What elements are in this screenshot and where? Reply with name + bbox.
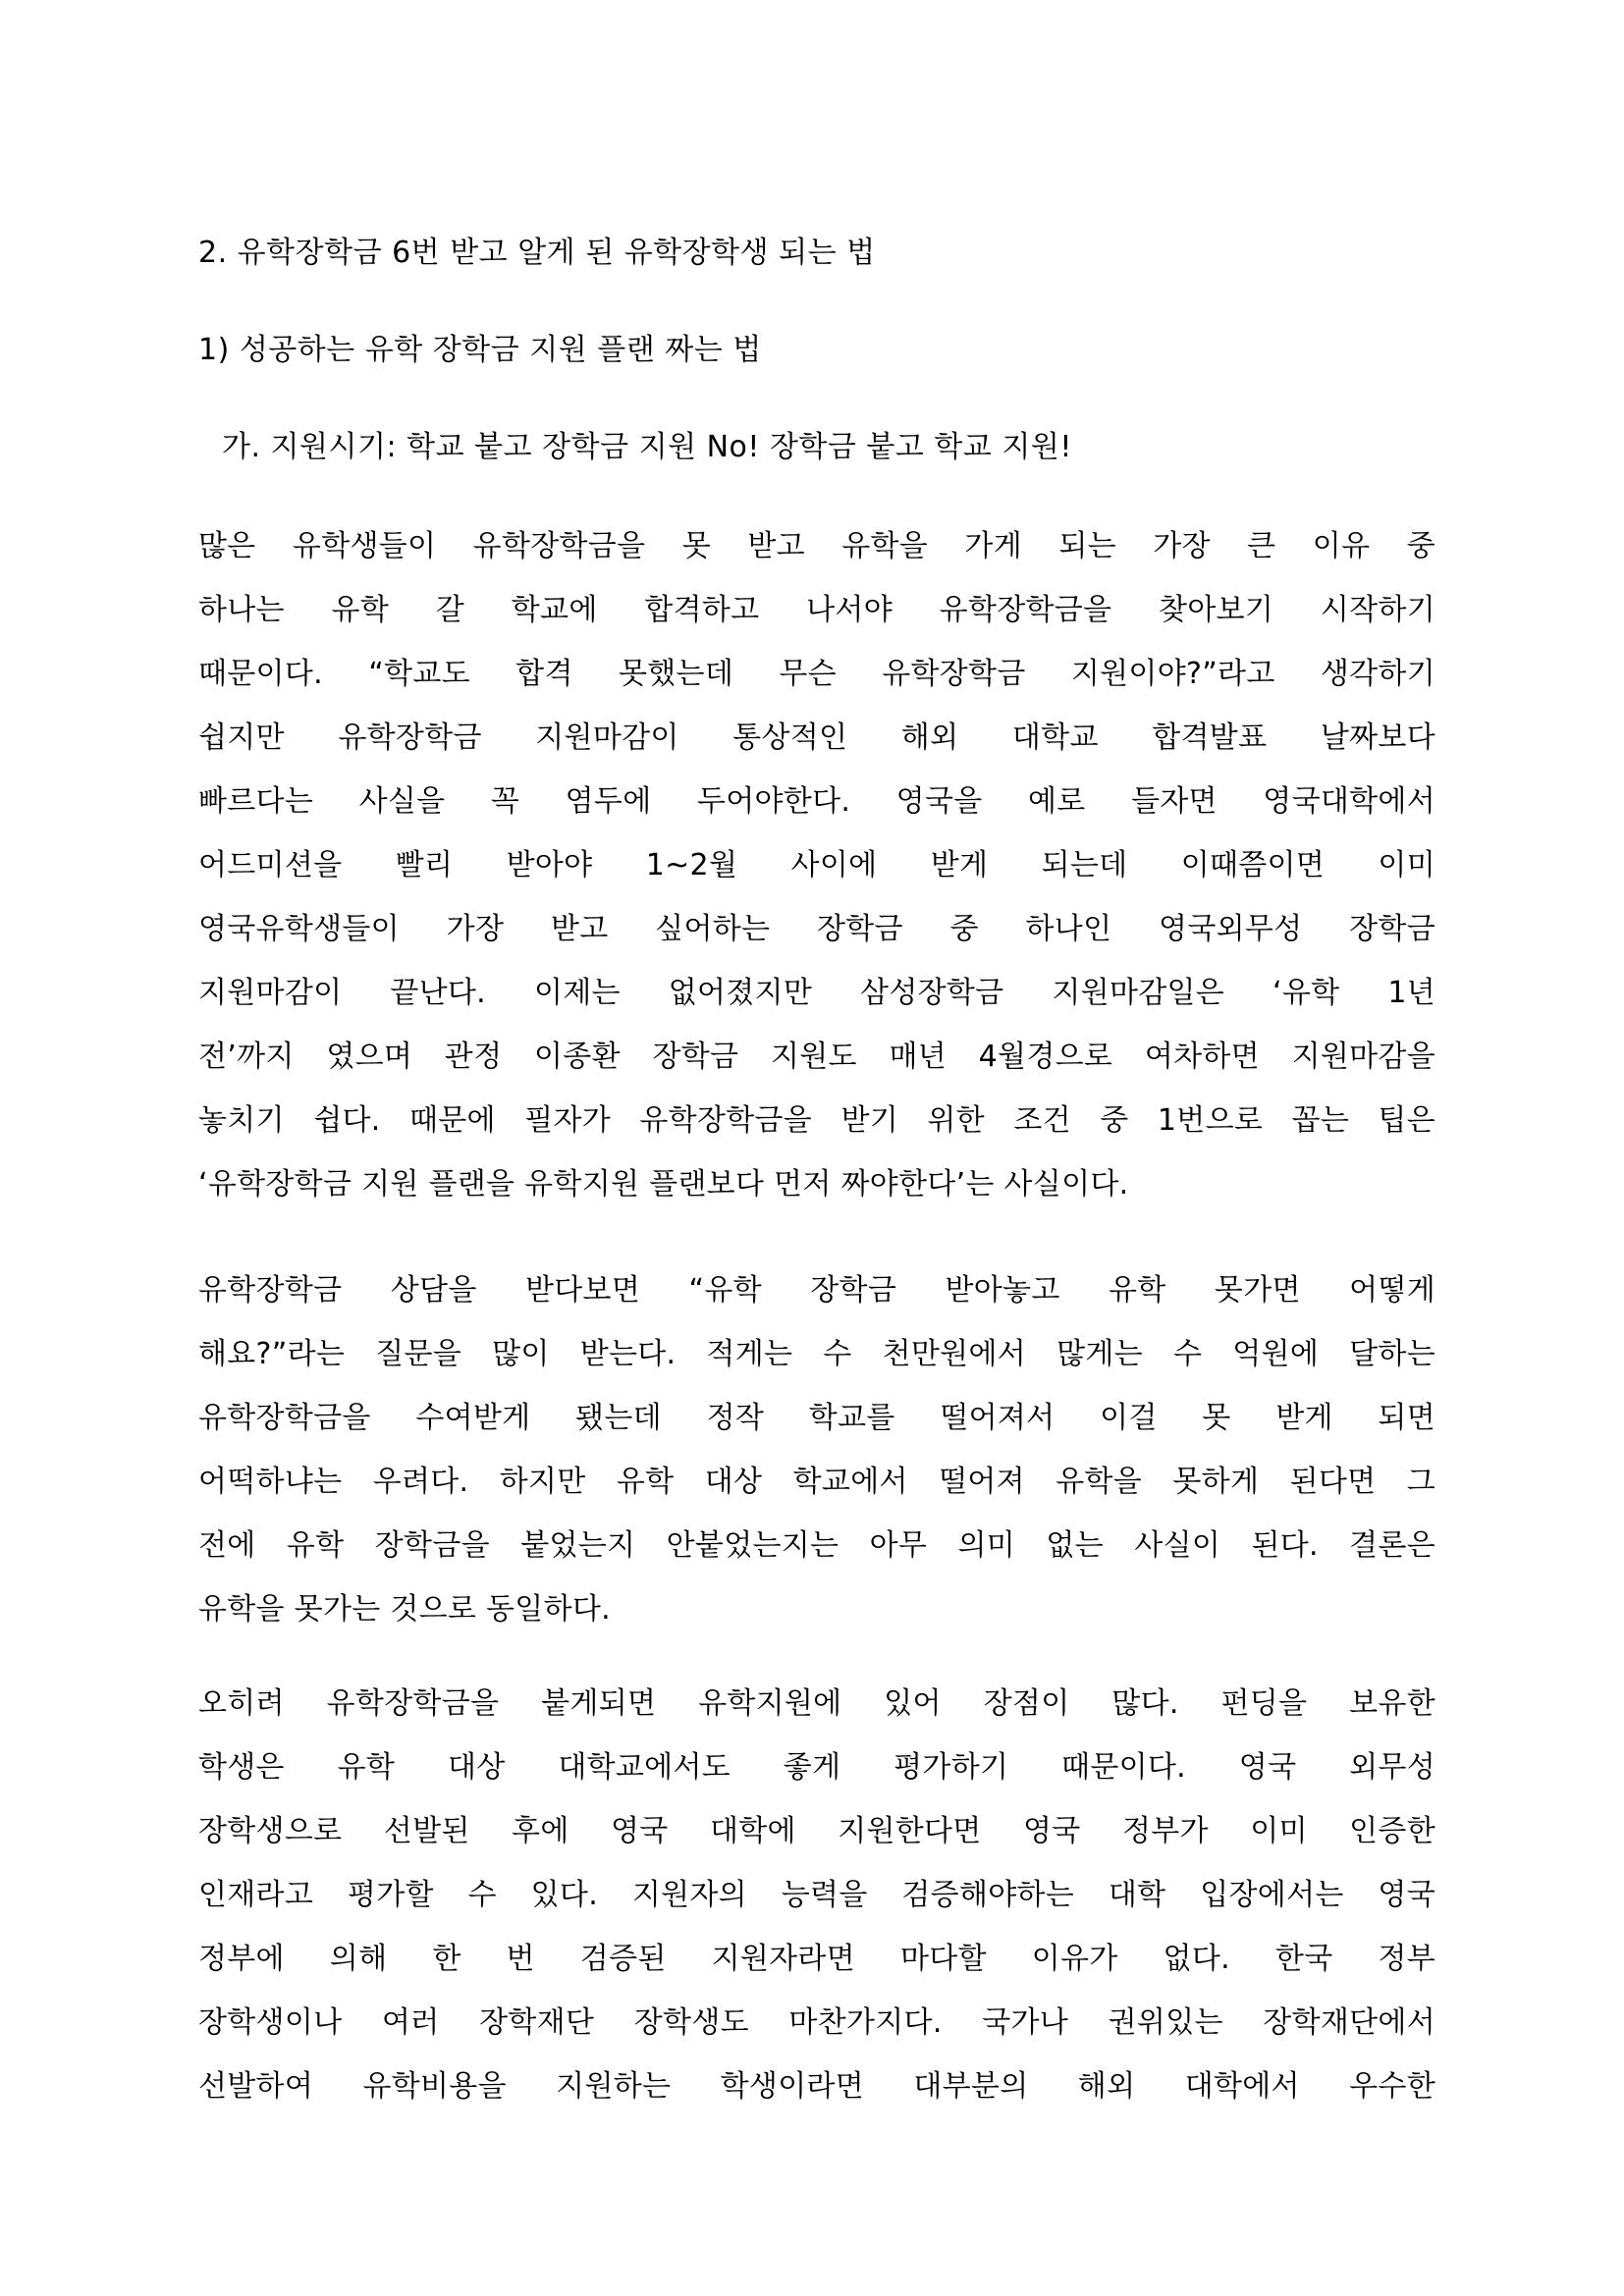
text-line: 빠르다는 사실을 꼭 염두에 두어야한다. 영국을 예로 들자면 영국대학에서 bbox=[198, 784, 1435, 819]
text-line: 정부에 의해 한 번 검증된 지원자라면 마다할 이유가 없다. 한국 정부 bbox=[198, 1942, 1435, 1976]
text-line: 장학생으로 선발된 후에 영국 대학에 지원한다면 영국 정부가 이미 인증한 bbox=[198, 1814, 1435, 1848]
text-line: 장학생이나 여러 장학재단 장학생도 마찬가지다. 국가나 권위있는 장학재단에서 bbox=[198, 2005, 1435, 2040]
text-line: 많은 유학생들이 유학장학금을 못 받고 유학을 가게 되는 가장 큰 이유 중 bbox=[198, 529, 1435, 563]
text-line: 선발하여 유학비용을 지원하는 학생이라면 대부분의 해외 대학에서 우수한 bbox=[198, 2069, 1435, 2104]
text-line: 지원마감이 끝난다. 이제는 없어졌지만 삼성장학금 지원마감일은 ‘유학 1년 bbox=[198, 976, 1435, 1010]
text-line: 오히려 유학장학금을 붙게되면 유학지원에 있어 장점이 많다. 펀딩을 보유한 bbox=[198, 1686, 1435, 1721]
text-line: 유학장학금을 수여받게 됐는데 정작 학교를 떨어져서 이걸 못 받게 되면 bbox=[198, 1401, 1435, 1435]
paragraph-1 bbox=[198, 514, 1435, 1216]
text-line: 전에 유학 장학금을 붙었는지 안붙었는지는 아무 의미 없는 사실이 된다. 결론은 bbox=[198, 1528, 1435, 1563]
text-line: 전’까지 였으며 관정 이종환 장학금 지원도 매년 4월경으로 여차하면 지원마감을 bbox=[198, 1040, 1435, 1074]
section-heading: 2. 유학장학금 6번 받고 알게 된 유학장학생 되는 법 bbox=[198, 236, 876, 270]
subsection-heading: 1) 성공하는 유학 장학금 지원 플랜 짜는 법 bbox=[198, 333, 762, 367]
paragraph-2 bbox=[198, 1258, 1435, 1641]
text-line: 어드미션을 빨리 받아야 1~2월 사이에 받게 되는데 이때쯤이면 이미 bbox=[198, 848, 1435, 882]
text-line: 유학을 못가는 것으로 동일하다. bbox=[198, 1592, 611, 1627]
topic-heading: 가. 지원시기: 학교 붙고 장학금 지원 No! 장학금 붙고 학교 지원! bbox=[222, 430, 1072, 464]
text-line: 영국유학생들이 가장 받고 싶어하는 장학금 중 하나인 영국외무성 장학금 bbox=[198, 912, 1435, 946]
text-line: 유학장학금 상담을 받다보면 “유학 장학금 받아놓고 유학 못가면 어떻게 bbox=[198, 1273, 1435, 1308]
text-line: 때문이다. “학교도 합격 못했는데 무슨 유학장학금 지원이야?”라고 생각하기 bbox=[198, 657, 1435, 691]
text-line: 어떡하냐는 우려다. 하지만 유학 대상 학교에서 떨어져 유학을 못하게 된다면 그 bbox=[198, 1465, 1435, 1499]
text-line: ‘유학장학금 지원 플랜을 유학지원 플랜보다 먼저 짜야한다’는 사실이다. bbox=[198, 1167, 1129, 1201]
text-line: 놓치기 쉽다. 때문에 필자가 유학장학금을 받기 위한 조건 중 1번으로 꼽는 팁은 bbox=[198, 1103, 1435, 1138]
text-line: 하나는 유학 갈 학교에 합격하고 나서야 유학장학금을 찾아보기 시작하기 bbox=[198, 593, 1435, 627]
text-line: 해요?”라는 질문을 많이 받는다. 적게는 수 천만원에서 많게는 수 억원에 달하는 bbox=[198, 1337, 1435, 1371]
text-line: 인재라고 평가할 수 있다. 지원자의 능력을 검증해야하는 대학 입장에서는 영국 bbox=[198, 1878, 1435, 1912]
text-line: 쉽지만 유학장학금 지원마감이 통상적인 해외 대학교 합격발표 날짜보다 bbox=[198, 721, 1435, 755]
text-line: 학생은 유학 대상 대학교에서도 좋게 평가하기 때문이다. 영국 외무성 bbox=[198, 1750, 1435, 1785]
paragraph-3 bbox=[198, 1672, 1435, 2118]
